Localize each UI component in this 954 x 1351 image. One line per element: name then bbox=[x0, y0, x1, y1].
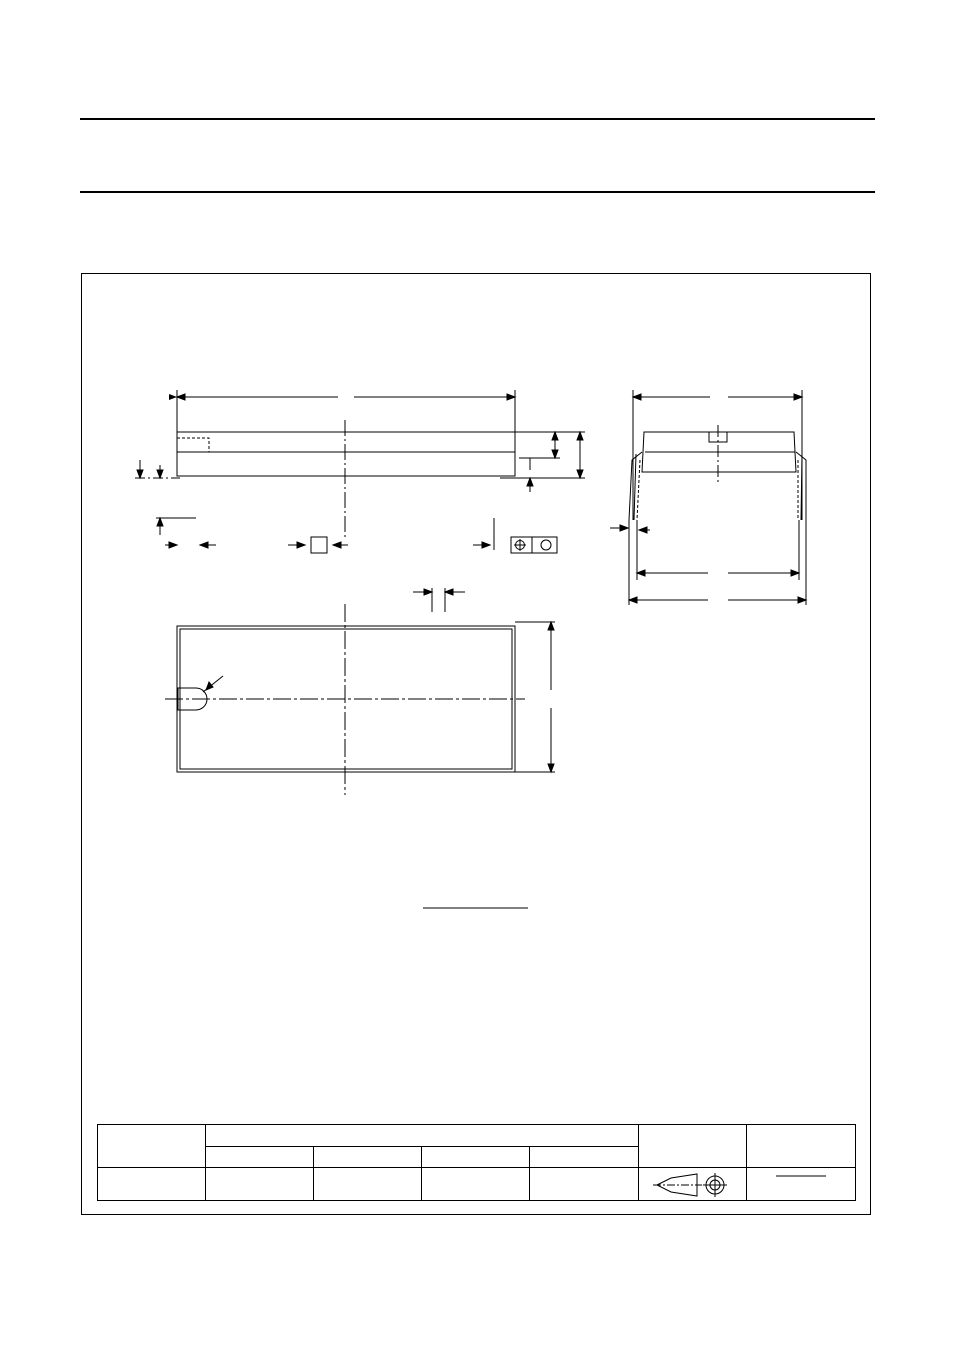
outline-version-table bbox=[97, 1124, 856, 1201]
side-view bbox=[135, 390, 585, 553]
ref-jedec-cell bbox=[314, 1147, 422, 1168]
jedec-value-cell bbox=[314, 1168, 422, 1201]
ref-eiaj-cell bbox=[422, 1147, 530, 1168]
outline-version-cell bbox=[98, 1125, 206, 1168]
arrow-a1 bbox=[527, 478, 533, 486]
arrow-e-right bbox=[333, 542, 341, 548]
iec-value-cell bbox=[206, 1168, 314, 1201]
arrow-d-left bbox=[177, 394, 185, 400]
arrow-a2-bottom bbox=[552, 450, 558, 458]
arrow-l bbox=[137, 470, 143, 478]
arrow-e-left bbox=[297, 542, 305, 548]
ref-iec-cell bbox=[206, 1147, 314, 1168]
arrow-d-right bbox=[507, 394, 515, 400]
dimension-table bbox=[97, 963, 855, 1067]
end-view bbox=[610, 390, 806, 605]
arrow-w bbox=[482, 542, 490, 548]
body-top bbox=[177, 432, 515, 452]
arrow-z bbox=[169, 542, 177, 548]
body-lower bbox=[177, 452, 515, 476]
arrow-l-c bbox=[157, 518, 163, 526]
eiaj-value-cell bbox=[422, 1168, 530, 1201]
arrow-a2-top bbox=[552, 432, 558, 440]
issue-date-value-cell bbox=[747, 1168, 856, 1201]
end-lead-left-hidden bbox=[637, 460, 640, 520]
projection-symbol-cell bbox=[639, 1168, 747, 1201]
arrow-a-top bbox=[577, 432, 583, 440]
top-view bbox=[165, 588, 555, 795]
basic-dim-box bbox=[311, 537, 327, 553]
arrow-b bbox=[200, 542, 208, 548]
diameter-symbol-icon bbox=[541, 540, 551, 550]
blank-value-cell bbox=[530, 1168, 639, 1201]
european-projection-cell bbox=[639, 1125, 747, 1168]
ref-blank-cell bbox=[530, 1147, 639, 1168]
arrow-l-b bbox=[157, 470, 163, 478]
arrow-a-bottom bbox=[577, 470, 583, 478]
issue-date-cell bbox=[747, 1125, 856, 1168]
notch-hidden bbox=[177, 438, 209, 452]
outline-value-cell bbox=[98, 1168, 206, 1201]
references-cell bbox=[206, 1125, 639, 1147]
